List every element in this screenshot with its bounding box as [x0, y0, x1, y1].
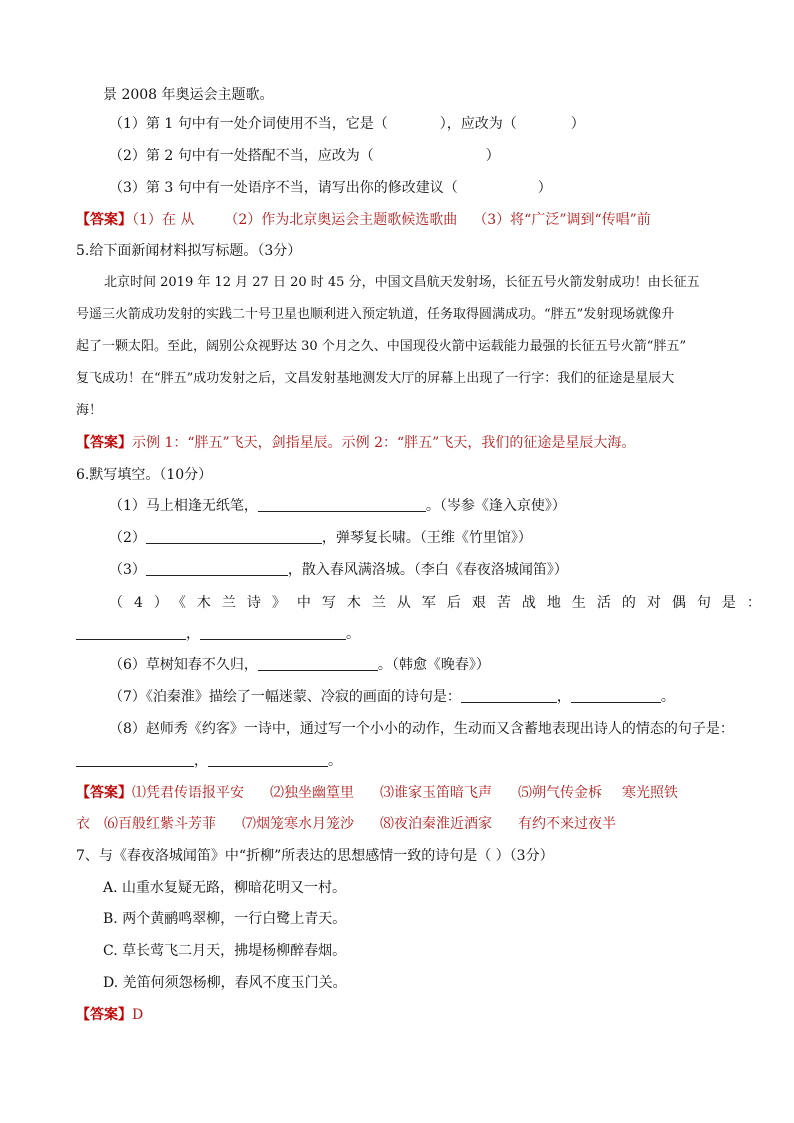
q5-news-text-1: 北京时间 2019 年 12 月 27 日 20 时 45 分，中国文昌航天发射场，长征五号火箭发射成功！由长征五	[104, 275, 700, 290]
q6-item-6	[109, 656, 490, 674]
q4-answer-1: （1）在 从	[132, 212, 195, 228]
q4-sub3	[109, 179, 552, 197]
q5-news-line-4	[76, 370, 674, 388]
q4-sub3-text-b: ）	[537, 180, 552, 196]
q6-item-1-text-b: 。（岑参《逢入京使》）	[425, 498, 566, 514]
q6-item-3-text-b: ，散入春风满洛城。（李白《春夜洛城闻笛》）	[287, 562, 568, 578]
q5-title-text: 5.给下面新闻材料拟写标题。（3分）	[76, 243, 302, 259]
q6-answer-5-end: 衣	[76, 816, 90, 832]
q6-item-8	[109, 720, 734, 738]
q5-news-line-1	[104, 274, 700, 292]
q6-answer-5: ⑸朔气传金柝	[518, 785, 602, 801]
q5-news-text-5: 海！	[76, 403, 103, 418]
q7-option-d-text: D. 羌笛何须怨杨柳，春风不度玉门关。	[103, 975, 347, 991]
q6-item-6-text-a: （6）草树知春不久归，	[109, 657, 258, 673]
q7-answer-text: D	[132, 1007, 144, 1023]
q4-sub1-text-c: ）	[570, 116, 585, 132]
q6-item-4-blanks	[76, 625, 360, 643]
answer-label: 【答案】	[76, 1007, 132, 1023]
q6-item-7-comma: ，	[556, 689, 571, 705]
q6-title	[76, 466, 212, 484]
q4-answer	[76, 211, 651, 229]
blank-line	[76, 752, 194, 767]
q6-item-6-text-b: 。（韩愈《晚春》）	[377, 657, 490, 673]
q5-news-line-5	[76, 402, 102, 420]
q6-answer-cont	[76, 815, 616, 833]
q6-title-text: 6.默写填空。（10分）	[76, 467, 213, 483]
q5-news-text-2: 号遥三火箭成功发射的实践二十号卫星也顺利进入预定轨道，任务取得圆满成功。“胖五”发射现场就像升	[76, 307, 675, 322]
q6-item-8-blanks	[76, 752, 342, 770]
q5-title	[76, 242, 301, 260]
q4-sub1-text-a: （1）第 1 句中有一处介词使用不当，它是（	[109, 116, 388, 132]
blank-line	[146, 561, 288, 576]
q4-answer-3: （3）将“广泛”调到“传唱”前	[473, 212, 651, 228]
answer-label: 【答案】	[76, 212, 132, 228]
q6-item-4-comma: ，	[186, 626, 200, 642]
answer-label: 【答案】	[76, 785, 132, 801]
q6-item-8-comma: ，	[194, 753, 208, 769]
q6-answer	[76, 784, 678, 802]
q5-answer-text: 示例 1：“胖五”飞天，剑指星辰。示例 2：“胖五”飞天，我们的征途是星辰大海。	[132, 435, 636, 451]
blank-line	[146, 529, 322, 544]
q6-answer-8: ⑻夜泊秦淮近酒家	[380, 816, 492, 832]
q7-option-b	[103, 910, 346, 928]
q5-news-line-3	[76, 338, 686, 356]
q6-answer-3: ⑶谁家玉笛暗飞声	[380, 785, 492, 801]
q6-item-1-text-a: （1）马上相逢无纸笔，	[109, 498, 258, 514]
q4-sub2-text-b: ）	[485, 148, 500, 164]
q6-item-4-text: （4）《木兰诗》中写木兰从军后艰苦战地生活的对偶句是：	[109, 595, 772, 611]
q4-tail-line	[103, 86, 274, 104]
blank-line	[461, 688, 557, 703]
q6-item-2-text-b: ，弹琴复长啸。（王维《竹里馆》）	[321, 530, 532, 546]
q7-title-text: 7、与《春夜洛城闻笛》中“折柳”所表达的思想感情一致的诗句是（ ）（3分）	[76, 848, 554, 864]
blank-line	[208, 752, 328, 767]
q6-item-4	[109, 594, 772, 612]
q4-sub3-text-a: （3）第 3 句中有一处语序不当，请写出你的修改建议（	[109, 180, 458, 196]
q7-option-a-text: A. 山重水复疑无路，柳暗花明又一村。	[103, 880, 347, 896]
q6-item-8-period: 。	[328, 753, 342, 769]
q6-answer-7: ⑺烟笼寒水月笼沙	[242, 816, 354, 832]
q4-sub1	[109, 115, 585, 133]
q6-item-1	[109, 497, 566, 515]
q6-item-2	[109, 529, 532, 547]
q5-news-text-4: 复飞成功！在“胖五”成功发射之后，文昌发射基地测发大厅的屏幕上出现了一行字：我们的征途是星辰大	[76, 371, 675, 386]
q6-item-7-period: 。	[660, 689, 675, 705]
q7-option-c-text: C. 草长莺飞二月天，拂堤杨柳醉春烟。	[103, 943, 347, 959]
q5-news-line-2	[76, 306, 674, 324]
q5-answer	[76, 434, 635, 452]
q4-answer-2: （2）作为北京奥运会主题歌候选歌曲	[224, 212, 458, 228]
q6-answer-2: ⑵独坐幽篁里	[270, 785, 354, 801]
q7-option-a	[103, 879, 346, 897]
answer-label: 【答案】	[76, 435, 132, 451]
q4-sub2-text-a: （2）第 2 句中有一处搭配不当，应改为（	[109, 148, 374, 164]
q6-item-8-text: （8）赵师秀《约客》一诗中，通过写一个小小的动作，生动而又含蓄地表现出诗人的情态的句子是：	[109, 721, 734, 737]
q6-answer-5-cont: 寒光照铁	[622, 785, 678, 801]
blank-line	[258, 656, 378, 671]
q6-item-2-text-a: （2）	[109, 530, 146, 546]
q6-item-3-text-a: （3）	[109, 562, 146, 578]
q6-item-7-text: （7）《泊秦淮》描绘了一幅迷蒙、冷寂的画面的诗句是：	[109, 689, 461, 705]
blank-line	[571, 688, 661, 703]
q6-item-4-period: 。	[346, 626, 360, 642]
blank-line	[76, 625, 186, 640]
q5-news-text-3: 起了一颗太阳。至此，阔别公众视野达 30 个月之久、中国现役火箭中运载能力最强的长征五号火箭“胖五”	[76, 339, 687, 354]
q6-answer-8-cont: 有约不来过夜半	[518, 816, 616, 832]
q4-sub2	[109, 147, 500, 165]
q7-option-d	[103, 974, 347, 992]
q6-answer-1: ⑴凭君传语报平安	[132, 785, 244, 801]
blank-line	[200, 625, 346, 640]
q6-answer-6: ⑹百般红紫斗芳菲	[104, 816, 216, 832]
q4-sub1-text-b: ），应改为（	[439, 116, 517, 132]
blank-line	[258, 497, 426, 512]
q7-option-b-text: B. 两个黄鹂鸣翠柳，一行白鹭上青天。	[103, 911, 347, 927]
q6-item-7	[109, 688, 675, 706]
q6-item-3	[109, 561, 568, 579]
q7-answer	[76, 1006, 143, 1024]
q4-tail-text: 景 2008 年奥运会主题歌。	[103, 87, 274, 103]
q7-title	[76, 847, 554, 865]
q7-option-c	[103, 942, 346, 960]
